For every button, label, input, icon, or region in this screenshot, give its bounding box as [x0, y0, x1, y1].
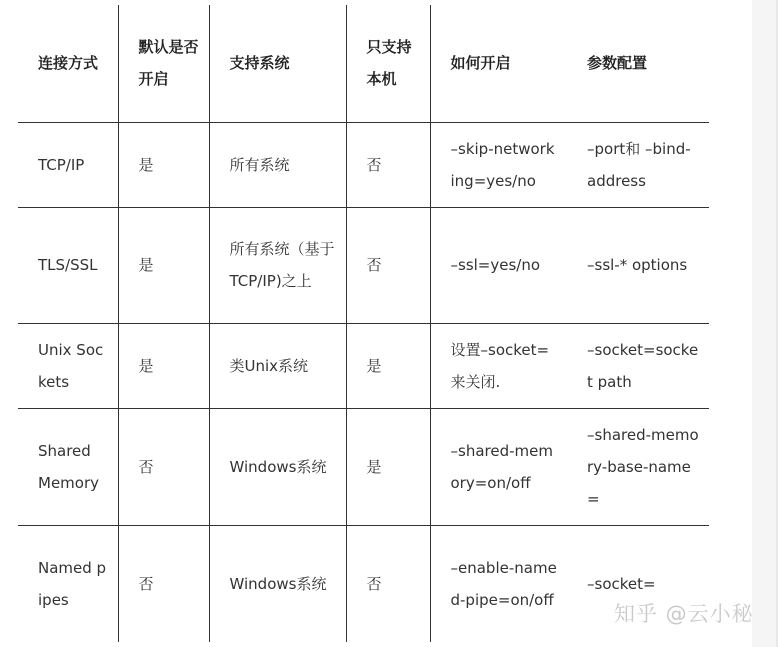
watermark: 知乎 @云小秘	[614, 602, 754, 626]
cell-local-only: 否	[346, 122, 430, 207]
cell-how-to-enable: 设置–socket= 来关闭.	[430, 323, 567, 408]
cell-local-only: 否	[346, 525, 430, 642]
table-row	[18, 525, 709, 642]
cell-parameter-config: –shared-memory-base-name=	[587, 425, 699, 508]
cell-how-to-enable: –ssl=yes/no	[430, 207, 567, 323]
table-header-row	[18, 5, 709, 122]
cell-local-only: 是	[346, 408, 430, 525]
cell-supported-systems: Windows系统	[209, 525, 346, 642]
cell-supported-systems: 所有系统	[209, 122, 346, 207]
cell-default-enabled: 是	[118, 122, 209, 207]
cell-how-to-enable: –skip-networking=yes/no	[430, 122, 567, 207]
cell-default-enabled: 是	[118, 323, 209, 408]
cell-supported-systems: 所有系统（基于TCP/IP)之上	[209, 207, 346, 323]
cell-parameter-config: –socket=	[587, 574, 656, 593]
table-row	[18, 323, 709, 408]
cell-default-enabled: 是	[118, 207, 209, 323]
header-how-to-enable: 如何开启	[430, 5, 567, 122]
cell-default-enabled: 否	[118, 525, 209, 642]
cell-connection-method: Unix Sockets	[18, 323, 118, 408]
cell-supported-systems: 类Unix系统	[209, 323, 346, 408]
cell-supported-systems: Windows系统	[209, 408, 346, 525]
header-local-only: 只支持本机	[346, 5, 430, 122]
cell-connection-method: Named pipes	[18, 525, 118, 642]
cell-connection-method: Shared Memory	[18, 408, 118, 525]
right-side-strip	[752, 0, 778, 647]
cell-parameter-config: –ssl-* options	[587, 256, 688, 274]
header-connection-method: 连接方式	[18, 5, 118, 122]
cell-connection-method: TLS/SSL	[18, 207, 118, 323]
cell-parameter-config: –port和 –bind-address	[587, 139, 691, 190]
cell-local-only: 是	[346, 323, 430, 408]
header-default-enabled: 默认是否开启	[118, 5, 209, 122]
cell-default-enabled: 否	[118, 408, 209, 525]
connection-methods-table	[18, 5, 709, 642]
table-row	[18, 122, 709, 207]
table-row	[18, 408, 709, 525]
cell-how-to-enable: –shared-memory=on/off	[430, 408, 567, 525]
table-row	[18, 207, 709, 323]
cell-parameter-config: –socket=socket path	[587, 340, 699, 391]
header-supported-systems: 支持系统	[209, 5, 346, 122]
cell-local-only: 否	[346, 207, 430, 323]
header-parameter-config: 参数配置	[587, 54, 648, 73]
cell-connection-method: TCP/IP	[18, 122, 118, 207]
cell-how-to-enable: –enable-named-pipe=on/off	[430, 525, 567, 642]
